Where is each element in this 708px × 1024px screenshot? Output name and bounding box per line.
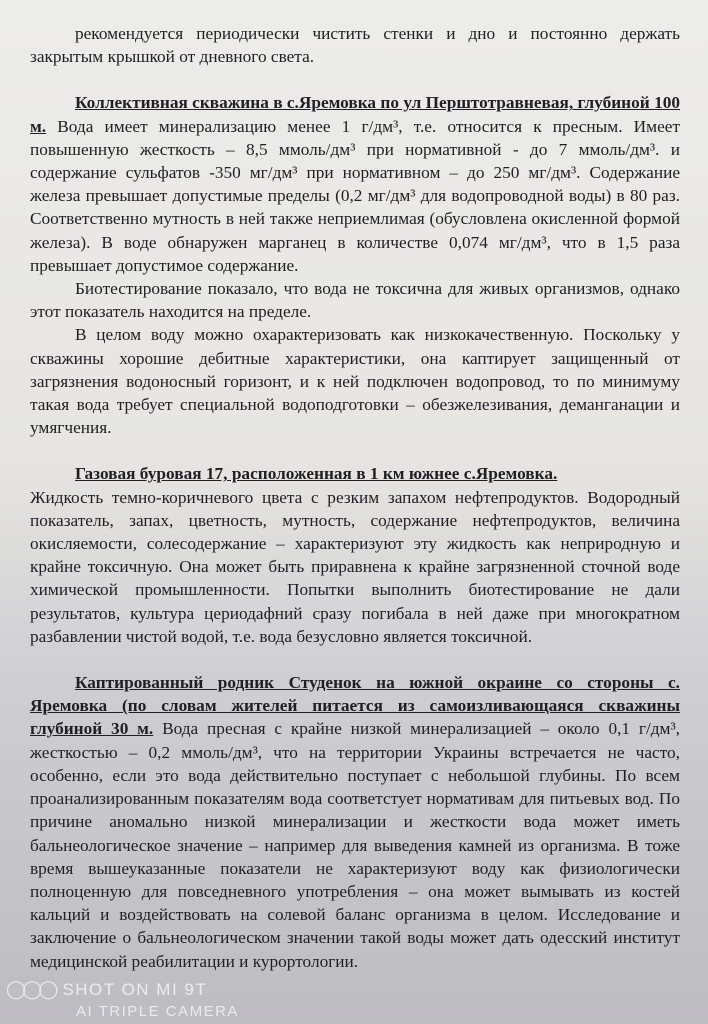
document-page (30, 22, 680, 973)
spacer (30, 439, 680, 462)
intro-paragraph: рекомендуется периодически чистить стенки и дно и постоянно держать закрытым крышкой от дневного света. (30, 24, 680, 67)
section2-heading: Газовая буровая 17, расположенная в 1 км южнее с.Яремовка. (75, 464, 558, 484)
section2-heading-paragraph (30, 462, 680, 485)
section1-conclusion-paragraph: В целом воду можно охарактеризовать как низкокачественную. Поскольку у скважины хорошие дебитные характеристики, она каптирует защищенный от загрязнения водоносный горизонт, и к ней подключен водопровод, то по минимуму такая вода требует специальной водоподготовки – обезжелезивания, деманганации и умягчения. (30, 325, 680, 438)
section3-paragraph (30, 671, 680, 973)
camera-watermark (6, 979, 239, 1020)
spacer (30, 648, 680, 671)
watermark-line1: SHOT ON MI 9T (62, 979, 208, 999)
section1-heading: Коллективная скважина в с.Яремовка по ул Перштотравневая, глубиной 100 м. (30, 93, 680, 136)
camera-lens-icon: ◯◯◯ (6, 979, 55, 999)
section2-paragraph: Жидкость темно-коричневого цвета с резким запахом нефтепродуктов. Водородный показатель, запах, цветность, мутность, содержание нефтепродуктов, величина окисляемости, солесодержание – характеризуют эту жидкость как неприродную и крайне токсичную. Она может быть приравнена к крайне загрязненной сточной воде химической промышленности. Попытки выполнить биотестирование не дали результатов, культура цериодафний сразу погибала в ней даже при многократном разбавлении чистой водой, т.е. вода безусловно является токсичной. (30, 487, 680, 646)
watermark-line2: AI TRIPLE CAMERA (76, 1003, 239, 1020)
section3-text: Вода пресная с крайне низкой минерализацией – около 0,1 г/дм³, жесткостью – 0,2 ммоль/дм³, что на территории Украины встречается не часто, особенно, если это вода действительно поступает с небольшой глубины. По всем проанализированным показателям вода соответстует нормативам для питьевых вод. По причине аномально низкой минерализации и жесткости вода может иметь бальнеологическое значение – например для выведения камней из организма. В тоже время вышеуказанные показатели не характеризуют воду как физиологически полноценную для повседневного употребления – она может вымывать из костей кальций и воздействовать на солевой баланс организма в целом. Исследование и заключение о бальнеологическом значении такой воды может дать одесский институт медицинской реабилитации и курортологии. (30, 719, 680, 971)
section1-paragraph (30, 91, 680, 277)
section1-biotest-paragraph: Биотестирование показало, что вода не токсична для живых организмов, однако этот показатель находится на пределе. (30, 279, 680, 322)
section3-heading: Каптированный родник Студенок на южной окраине со стороны с. Яремовка (по словам жителей питается из самоизливающаяся скважины глубиной 30 м. (30, 673, 680, 739)
section1-text: Вода имеет минерализацию менее 1 г/дм³, т.е. относится к пресным. Имеет повышенную жесткость – 8,5 ммоль/дм³ при нормативной - до 7 ммоль/дм³. и содержание сульфатов -350 мг/дм³ при нормативном – до 250 мг/дм³. Содержание железа превышает допустимые пределы (0,2 мг/дм³ для водопроводной воды) в 80 раз. Соответственно мутность в ней также неприемлимая (обусловлена окисленной формой железа). В воде обнаружен марганец в количестве 0,074 мг/дм³, что в 1,5 раза превышает допустимое содержание. (30, 116, 680, 275)
spacer (30, 68, 680, 91)
